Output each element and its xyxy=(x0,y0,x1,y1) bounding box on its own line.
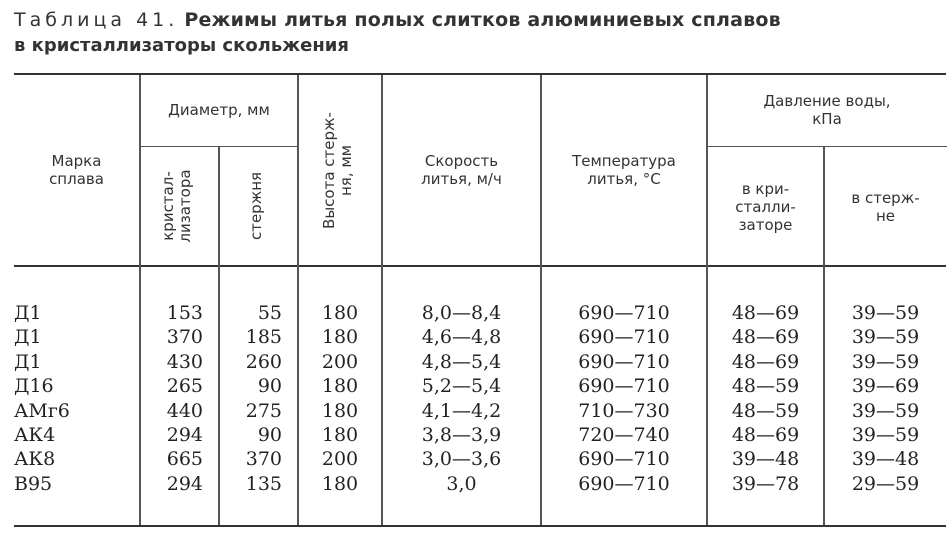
cell-dia-cryst: 294 xyxy=(166,424,203,446)
cell-temperature: 690—710 xyxy=(578,448,670,471)
cell-pressure-cryst: 48—69 xyxy=(731,424,800,446)
cell-speed: 4,1—4,2 xyxy=(421,399,502,422)
cell-rod-height: 200 xyxy=(321,448,359,471)
cell-alloy: Д1 xyxy=(14,302,42,324)
table-caption-line2: в кристаллизаторы скольжения xyxy=(14,35,349,56)
cell-pressure-cryst: 39—78 xyxy=(731,472,800,495)
cell-dia-rod: 55 xyxy=(257,302,282,324)
header-pressure-rod: в стерж- не xyxy=(851,188,920,225)
cell-speed: 3,0—3,6 xyxy=(421,448,502,471)
cell-pressure-rod: 39—59 xyxy=(851,326,920,349)
cell-pressure-rod: 39—59 xyxy=(851,302,920,324)
cell-rod-height: 180 xyxy=(321,424,359,446)
cell-dia-cryst: 440 xyxy=(166,399,203,422)
cell-speed: 8,0—8,4 xyxy=(421,302,502,324)
table-caption: Режимы литья полых слитков алюминиевых сплавов xyxy=(184,9,781,31)
cell-temperature: 710—730 xyxy=(578,399,670,422)
header-alloy: Марка сплава xyxy=(49,152,104,188)
cell-temperature: 690—710 xyxy=(578,472,670,495)
cell-pressure-rod: 39—69 xyxy=(851,375,920,398)
cell-dia-cryst: 370 xyxy=(166,326,203,349)
cell-pressure-cryst: 48—69 xyxy=(731,302,800,324)
header-diameter-crystallizer: кристал- лизатора xyxy=(159,169,194,243)
cell-temperature: 720—740 xyxy=(578,424,670,446)
cell-speed: 3,0 xyxy=(446,472,477,495)
cell-dia-rod: 90 xyxy=(257,424,282,446)
table-title xyxy=(14,9,944,31)
header-rod-height: Высота стерж- ня, мм xyxy=(320,112,355,229)
cell-alloy: АК8 xyxy=(14,448,56,471)
cell-pressure-cryst: 48—69 xyxy=(731,350,800,373)
cell-pressure-cryst: 39—48 xyxy=(731,448,800,471)
cell-temperature: 690—710 xyxy=(578,375,670,398)
cell-alloy: Д1 xyxy=(14,326,42,349)
cell-pressure-cryst: 48—69 xyxy=(731,326,800,349)
cell-speed: 3,8—3,9 xyxy=(421,424,502,446)
header-water-pressure: Давление воды, кПа xyxy=(763,92,891,128)
cell-alloy: АМг6 xyxy=(14,399,70,422)
cell-temperature: 690—710 xyxy=(578,326,670,349)
table-number: Таблица 41. xyxy=(14,9,179,31)
cell-alloy: АК4 xyxy=(14,424,56,446)
cell-dia-cryst: 294 xyxy=(166,472,203,495)
cell-rod-height: 180 xyxy=(321,302,359,324)
cell-pressure-cryst: 48—59 xyxy=(731,399,800,422)
cell-rod-height: 180 xyxy=(321,472,359,495)
header-diameter: Диаметр, мм xyxy=(168,101,270,119)
cell-pressure-rod: 39—59 xyxy=(851,399,920,422)
cell-pressure-rod: 39—59 xyxy=(851,424,920,446)
cell-speed: 4,6—4,8 xyxy=(421,326,502,349)
cell-temperature: 690—710 xyxy=(578,350,670,373)
header-pressure-crystallizer: в кри- сталли- заторе xyxy=(735,179,796,234)
cell-dia-cryst: 665 xyxy=(166,448,203,471)
cell-dia-rod: 370 xyxy=(245,448,282,471)
cell-temperature: 690—710 xyxy=(578,302,670,324)
table-bottom-rule xyxy=(14,525,946,527)
header-speed: Скорость литья, м/ч xyxy=(421,152,502,188)
cell-dia-cryst: 265 xyxy=(166,375,203,398)
cell-alloy: Д1 xyxy=(14,350,42,373)
cell-rod-height: 200 xyxy=(321,350,359,373)
cell-pressure-cryst: 48—59 xyxy=(731,375,800,398)
cell-rod-height: 180 xyxy=(321,326,359,349)
header-bottom-rule xyxy=(14,265,946,267)
cell-rod-height: 180 xyxy=(321,399,359,422)
cell-alloy: В95 xyxy=(14,472,53,495)
cell-dia-cryst: 153 xyxy=(166,302,203,324)
cell-pressure-rod: 39—48 xyxy=(851,448,920,471)
header-temperature: Температура литья, °С xyxy=(572,152,676,188)
cell-dia-rod: 135 xyxy=(245,472,282,495)
cell-pressure-rod: 29—59 xyxy=(851,472,920,495)
cell-speed: 5,2—5,4 xyxy=(421,375,502,398)
cell-dia-rod: 260 xyxy=(245,350,282,373)
cell-dia-rod: 185 xyxy=(245,326,282,349)
cell-alloy: Д16 xyxy=(14,375,54,398)
cell-rod-height: 180 xyxy=(321,375,359,398)
header-diameter-rod: стержня xyxy=(247,171,265,241)
cell-dia-cryst: 430 xyxy=(166,350,203,373)
cell-dia-rod: 275 xyxy=(245,399,282,422)
cell-dia-rod: 90 xyxy=(257,375,282,398)
cell-pressure-rod: 39—59 xyxy=(851,350,920,373)
pressure-subheader-rule xyxy=(707,146,947,147)
cell-speed: 4,8—5,4 xyxy=(421,350,502,373)
